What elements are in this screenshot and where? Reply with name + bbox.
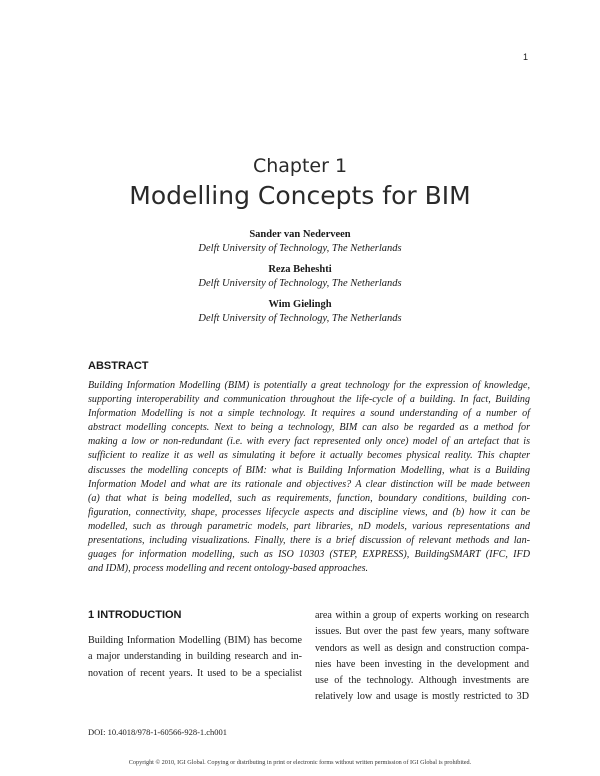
body-line: vendors as well as design and construction compa- — [315, 642, 529, 654]
abstract-line: Information Model and what are its rationale and objectives? A clear distinction will be made between — [88, 478, 530, 490]
abstract-heading: ABSTRACT — [88, 360, 149, 372]
abstract-line: abstract modelling concepts. Next to being a technology, BIM can also be regarded as a method for — [88, 422, 530, 434]
abstract-line: and IDM), process modelling and recent ontology-based approaches. — [88, 563, 369, 575]
abstract-line: (a) that what is being modelled, such as requirements, function, boundary conditions, building con- — [88, 492, 530, 504]
author-block — [0, 228, 600, 256]
copyright-notice: Copyright © 2010, IGI Global. Copying or distributing in print or electronic forms without written permission of IGI Global is prohibited. — [128, 759, 472, 766]
author-block — [0, 263, 600, 291]
body-line: relatively low and usage is mostly restricted to 3D — [315, 691, 529, 703]
author-affiliation: Delft University of Technology, The Netherlands — [198, 313, 402, 324]
abstract-line: guages for information modelling, such as ISO 10303 (STEP, EXPRESS), BuildingSMART (IFC, IFD — [88, 549, 530, 561]
page-number: 1 — [523, 52, 529, 62]
body-line: issues. But over the past few years, many software — [315, 626, 529, 638]
abstract-body — [88, 379, 530, 576]
body-line: use of the technology. Although investments are — [315, 675, 529, 687]
abstract-line: Information Modelling is not a simple technology. It requires a sound understanding of a number of — [88, 408, 530, 420]
author-name: Sander van Nederveen — [249, 229, 351, 240]
doi-reference: DOI: 10.4018/978-1-60566-928-1.ch001 — [88, 727, 228, 737]
body-line: area within a group of experts working on research — [315, 610, 529, 621]
body-line: Building Information Modelling (BIM) has become — [88, 635, 302, 646]
body-line: a major understanding in building research and in- — [88, 651, 302, 663]
abstract-line: supporting interoperability and communication throughout the life-cycle of a building. In fact, Building — [88, 394, 530, 406]
author-name: Reza Beheshti — [268, 264, 332, 275]
abstract-line: making a low or non-redundant (i.e. with every fact represented only once) model of an artefact that is — [88, 436, 530, 448]
abstract-line: discusses the modelling concepts of BIM: what is Building Information Modelling, what is a Building — [88, 464, 530, 476]
chapter-title: Modelling Concepts for BIM — [129, 181, 471, 210]
author-affiliation: Delft University of Technology, The Netherlands — [198, 278, 402, 289]
body-line: nies have been investing in the development and — [315, 658, 529, 670]
body-line: novation of recent years. It used to be a specialist — [88, 667, 302, 679]
author-affiliation: Delft University of Technology, The Netherlands — [198, 243, 402, 254]
intro-right-column — [315, 608, 529, 706]
abstract-line: presentations, including visualizations. Finally, there is a brief discussion of relevant methods and lan- — [88, 535, 530, 547]
abstract-line: figuration, connectivity, shape, processes lifecycle aspects and discipline views, and (b) how it can be — [88, 506, 530, 518]
chapter-label: Chapter 1 — [252, 155, 348, 177]
intro-left-column — [88, 633, 302, 682]
abstract-line: sufficient to realize it as well as simulating it before it actually becomes physical reality. This chapter — [88, 450, 530, 462]
section-heading-introduction: 1 INTRODUCTION — [88, 609, 182, 621]
abstract-line: Building Information Modelling (BIM) is potentially a great technology for the expression of knowledge, — [88, 380, 530, 391]
abstract-line: modelled, such as through parametric models, part libraries, nD models, various representations and — [88, 520, 530, 532]
author-name: Wim Gielingh — [268, 299, 332, 310]
author-block — [0, 298, 600, 326]
